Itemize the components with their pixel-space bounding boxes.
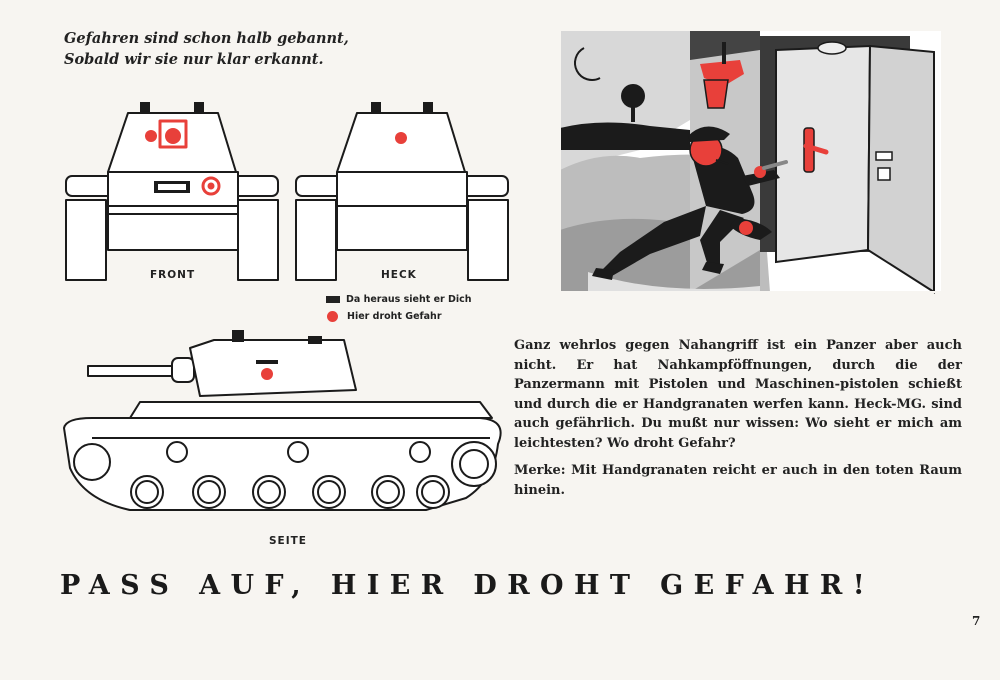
page-number: 7 [972, 614, 981, 628]
warning-headline: PASS AUF, HIER DROHT GEFAHR! [60, 570, 875, 601]
motto-line-2: Sobald wir sie nur klar erkannt. [64, 51, 324, 68]
burglar-cartoon [560, 30, 942, 292]
legend-danger-label: Hier droht Gefahr [347, 311, 442, 322]
label-seite: SEITE [269, 535, 307, 547]
legend-row-slit [326, 291, 472, 308]
motto-line-1: Gefahren sind schon halb gebannt, [64, 30, 349, 47]
danger-dot-icon [327, 311, 338, 322]
paragraph-1: Ganz wehrlos gegen Nahangriff ist ein Panzer aber auch nicht. Er hat Nahkampföffnungen, durch die der Panzermann mit Pistolen und Maschinen-pistolen schießt und durch die er Handgranaten werfen kann. Heck-MG. sind auch gefährlich. Du mußt nur wissen: Wo sieht er mich am leichtesten? Wo droht Gefahr? [514, 338, 962, 451]
legend-row-danger [326, 308, 472, 325]
tank-rear-view [296, 102, 508, 280]
instruction-text [514, 336, 962, 500]
tank-front-view [66, 102, 278, 280]
label-front: FRONT [150, 269, 196, 281]
label-heck: HECK [381, 269, 417, 281]
legend [326, 291, 472, 325]
legend-slit-label: Da heraus sieht er Dich [346, 294, 472, 305]
vision-slit-icon [326, 296, 340, 303]
tank-side-view [64, 330, 501, 510]
paragraph-2: Merke: Mit Handgranaten reicht er auch in den toten Raum hinein. [514, 463, 962, 498]
